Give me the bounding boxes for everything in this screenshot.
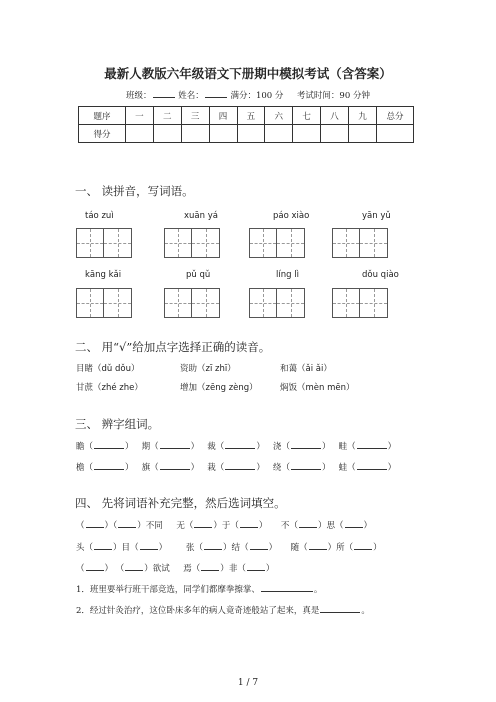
idiom-row: 头（ ）目（ ） 张（ ）结（ ） 随（ ）所（ ）: [76, 543, 382, 553]
char: 旗: [141, 463, 151, 473]
pinyin-3: páo xiào: [273, 211, 310, 221]
period: 。: [361, 606, 370, 616]
answer-blank[interactable]: [86, 519, 104, 528]
char: 浇: [272, 442, 282, 452]
char-grid[interactable]: [164, 288, 220, 318]
char-grid[interactable]: [249, 288, 305, 318]
answer-blank[interactable]: [160, 461, 190, 470]
char-grid[interactable]: [332, 288, 388, 318]
char: 蛙: [338, 463, 348, 473]
word: 资助: [180, 364, 198, 374]
answer-blank[interactable]: [225, 440, 255, 449]
idiom-part: 所: [336, 543, 345, 553]
char: 瞻: [76, 442, 85, 452]
reading-options[interactable]: （ǎi ǎi）: [297, 364, 332, 374]
score-cell[interactable]: [153, 125, 181, 143]
word: 焖饭: [280, 383, 298, 393]
char-grid[interactable]: [76, 288, 132, 318]
char: 檐: [76, 463, 85, 473]
question-2: [76, 604, 370, 616]
reading-item: [280, 362, 332, 374]
word: 增加: [180, 383, 198, 393]
score-table: [78, 106, 414, 143]
idiom-part: 非: [228, 564, 238, 574]
pinyin-6: pǔ qǔ: [186, 270, 211, 280]
answer-blank[interactable]: [291, 461, 321, 470]
score-cell[interactable]: [237, 125, 265, 143]
score-row-label: 得分: [79, 125, 126, 143]
answer-blank[interactable]: [160, 440, 190, 449]
char-grid[interactable]: [332, 228, 388, 258]
idiom-part: 结: [231, 543, 241, 553]
word: 和蔼: [280, 364, 298, 374]
pinyin-8: dǒu qiào: [362, 270, 399, 280]
pinyin-2: xuān yá: [184, 211, 218, 221]
idiom-part: 头: [76, 543, 85, 553]
header-cell: 二: [153, 107, 181, 125]
idiom-part: 不同: [145, 521, 163, 531]
answer-blank[interactable]: [357, 461, 387, 470]
answer-blank[interactable]: [250, 541, 268, 550]
idiom-part: 目: [121, 543, 131, 553]
score-cell[interactable]: [126, 125, 154, 143]
pinyin-7: líng lì: [276, 270, 299, 280]
word-group-row: 瞻（ ） 期（ ） 裁（ ） 浇（ ） 畦（ ）: [76, 442, 397, 452]
pinyin-1: táo zuì: [85, 211, 114, 221]
period: 。: [313, 585, 323, 595]
word: 甘蔗: [76, 383, 94, 393]
class-blank: [153, 89, 175, 98]
answer-blank[interactable]: [94, 461, 124, 470]
idiom-part: 欲试: [152, 564, 170, 574]
reading-options[interactable]: （zhé zhe）: [93, 383, 143, 393]
score-cell[interactable]: [349, 125, 377, 143]
idiom-part: 张: [186, 543, 195, 553]
pinyin-4: yān yǔ: [362, 211, 391, 221]
reading-item: [180, 362, 236, 374]
header-cell: 八: [321, 107, 349, 125]
section2-heading: 二、 用“√”给加点字选择正确的读音。: [75, 340, 271, 354]
char: 绕: [272, 463, 282, 473]
score-cell[interactable]: [181, 125, 209, 143]
answer-blank[interactable]: [345, 519, 363, 528]
score-header-row: [79, 107, 414, 125]
score-cell[interactable]: [377, 125, 414, 143]
score-row: [79, 125, 414, 143]
header-cell: 六: [265, 107, 293, 125]
answer-blank[interactable]: [309, 541, 327, 550]
section3-heading: 三、 辨字组词。: [75, 417, 160, 431]
header-cell: 九: [349, 107, 377, 125]
header-cell: 总分: [377, 107, 414, 125]
name-label: 姓名：: [178, 91, 204, 101]
exam-time: 考试时间：90 分钟: [296, 91, 370, 101]
reading-item: [180, 381, 258, 393]
char: 裁: [207, 442, 216, 452]
reading-options[interactable]: （mèn mēn）: [297, 383, 355, 393]
full-score: 满分：100 分: [230, 91, 284, 101]
exam-info: [0, 89, 496, 101]
idiom-part: 无: [176, 521, 185, 531]
reading-item: [76, 381, 143, 393]
reading-options[interactable]: （zēng zèng）: [197, 383, 258, 393]
question-1-text: 1．班里要举行班干部竞选，同学们都摩拳擦掌、: [76, 585, 260, 595]
char: 期: [141, 442, 151, 452]
answer-blank[interactable]: [261, 583, 313, 592]
answer-blank[interactable]: [86, 562, 104, 571]
header-cell: 五: [237, 107, 265, 125]
word: 目睹: [76, 364, 94, 374]
idiom-row: （ ） （ ）欲试 焉（ ）非（ ）: [76, 564, 275, 574]
pinyin-5: kāng kǎi: [85, 270, 122, 280]
char-grid[interactable]: [76, 228, 132, 258]
score-cell[interactable]: [321, 125, 349, 143]
page-number: 1 / 7: [237, 678, 259, 688]
idiom-row: （ ）（ ）不同 无（ ）于（ ） 不（ ）思（ ）: [76, 521, 373, 531]
answer-blank[interactable]: [94, 541, 112, 550]
score-cell[interactable]: [293, 125, 321, 143]
header-cell: 四: [209, 107, 237, 125]
header-cell: 一: [126, 107, 154, 125]
reading-item: [280, 381, 355, 393]
char: 畦: [338, 442, 348, 452]
section1-heading: 一、 读拼音，写词语。: [75, 184, 194, 198]
answer-blank[interactable]: [320, 604, 360, 613]
score-cell[interactable]: [265, 125, 293, 143]
answer-blank[interactable]: [240, 519, 258, 528]
answer-blank[interactable]: [291, 440, 321, 449]
answer-blank[interactable]: [125, 562, 143, 571]
class-label: 班级：: [126, 91, 152, 101]
char-grid[interactable]: [249, 228, 305, 258]
idiom-part: 随: [290, 543, 300, 553]
page-title: 最新人教版六年级语文下册期中模拟考试（含答案）: [104, 66, 392, 81]
answer-blank[interactable]: [299, 519, 317, 528]
answer-blank[interactable]: [140, 541, 158, 550]
reading-item: [76, 362, 139, 374]
score-cell[interactable]: [209, 125, 237, 143]
question-2-text: 2．经过针灸治疗，这位卧床多年的病人竟奇迹般站了起来，真是: [76, 606, 320, 616]
header-cell: 三: [181, 107, 209, 125]
answer-blank[interactable]: [357, 440, 387, 449]
header-cell: 七: [293, 107, 321, 125]
answer-blank[interactable]: [225, 461, 255, 470]
reading-options[interactable]: （zī zhī）: [197, 364, 236, 374]
header-cell: 题序: [79, 107, 126, 125]
idiom-part: 于: [221, 521, 231, 531]
answer-blank[interactable]: [354, 541, 372, 550]
answer-blank[interactable]: [118, 519, 136, 528]
answer-blank[interactable]: [204, 541, 222, 550]
section4-heading: 四、 先将词语补充完整，然后选词填空。: [75, 496, 286, 510]
answer-blank[interactable]: [194, 519, 212, 528]
reading-options[interactable]: （dǔ dǒu）: [93, 364, 140, 374]
idiom-part: 不: [280, 521, 290, 531]
name-blank: [205, 89, 227, 98]
question-1: [76, 583, 322, 595]
idiom-part: 思: [326, 521, 335, 531]
word-group-row: 檐（ ） 旗（ ） 栽（ ） 绕（ ） 蛙（ ）: [76, 463, 397, 473]
answer-blank[interactable]: [94, 440, 124, 449]
idiom-part: 焉: [183, 564, 192, 574]
char-grid[interactable]: [164, 228, 220, 258]
char: 栽: [207, 463, 216, 473]
answer-blank[interactable]: [247, 562, 265, 571]
answer-blank[interactable]: [201, 562, 219, 571]
